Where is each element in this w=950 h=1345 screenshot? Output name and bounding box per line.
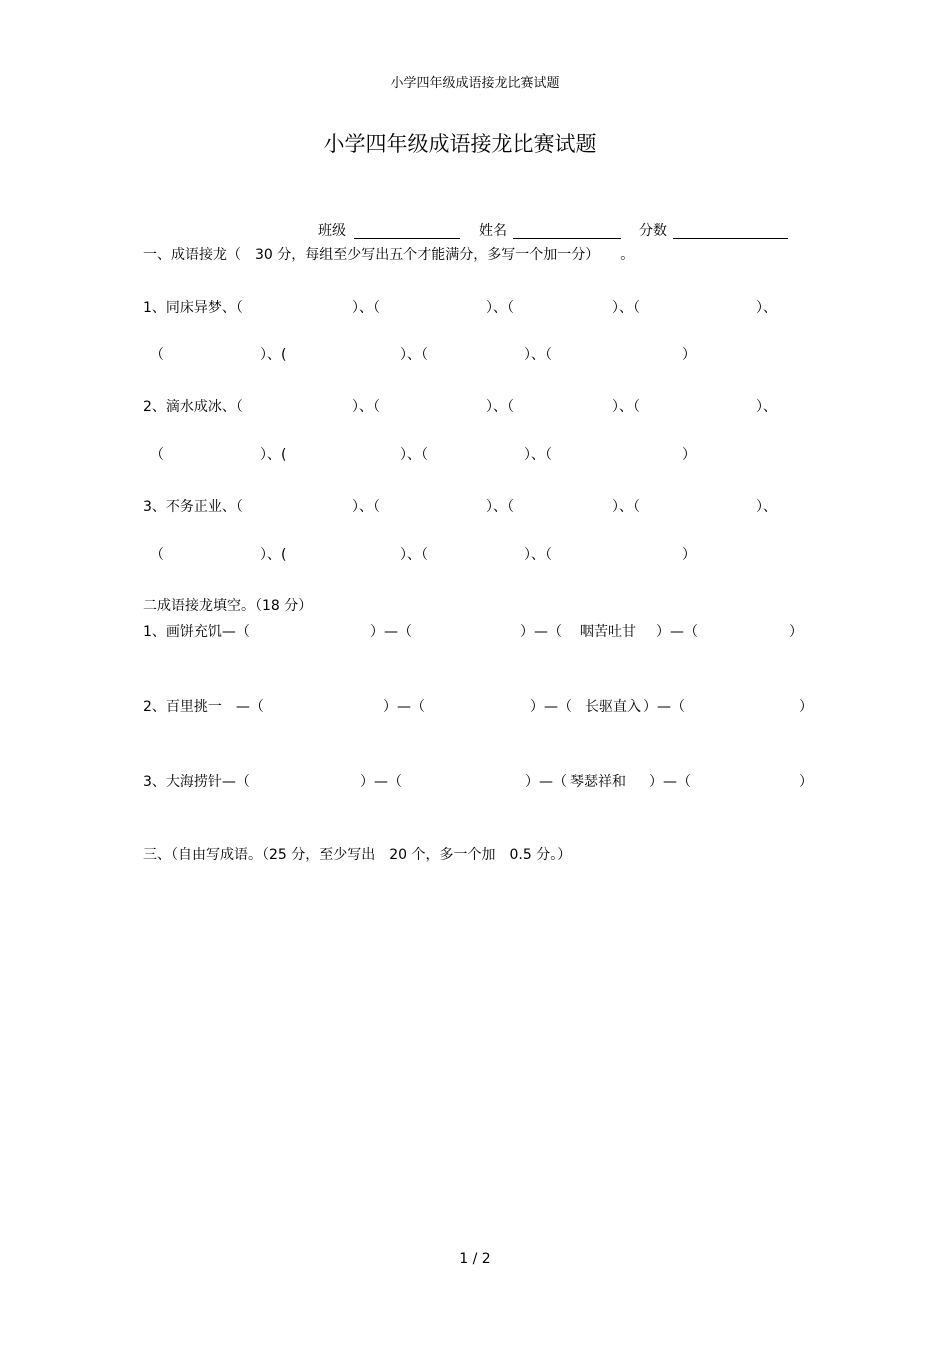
s2-item2-sep: ）—（ (643, 699, 685, 715)
s1-item3-sep: ）、（ (400, 547, 428, 563)
s1-item1-sep: ）、( (260, 347, 287, 363)
s2-item2-start: 2、百里挑一 —（ (143, 699, 264, 715)
s1-item2-sep: ）、（ (352, 399, 380, 415)
page-number: 1 / 2 (459, 1251, 491, 1267)
s2-item1-sep: ）—（ (520, 624, 562, 640)
score-field[interactable] (673, 224, 788, 239)
s2-item3-sep: ）—（ (649, 774, 691, 790)
s2-item1-close: ） (789, 624, 803, 640)
s1-item3-sep: ）、（ (352, 499, 380, 515)
s2-item1-sep: ）—（ (370, 624, 412, 640)
s1-item2-line2: （ (150, 447, 164, 463)
running-header: 小学四年级成语接龙比赛试题 (390, 76, 560, 91)
s1-item1-close: ） (682, 347, 696, 363)
s1-item1-sep: ）、（ (612, 300, 640, 316)
s2-item2-close: ） (799, 699, 813, 715)
s1-item3-sep: ）、( (260, 547, 287, 563)
s1-item3-line2: （ (150, 547, 164, 563)
s1-item1-end: ）、 (756, 300, 777, 316)
s1-item1-line2: （ (150, 347, 164, 363)
s1-item2-sep: ）、（ (400, 447, 428, 463)
s1-item3-end: ）、 (756, 499, 777, 515)
name-field[interactable] (513, 224, 621, 239)
s2-item2-hint: 长驱直入 (585, 699, 641, 715)
s2-item3-close: ） (799, 774, 813, 790)
name-label: 姓名 (479, 223, 507, 239)
s2-item1-hint: 咽苦吐甘 (580, 624, 636, 640)
s1-item1-sep: ）、（ (524, 347, 552, 363)
section3-heading: 三、（自由写成语。（25 分，至少写出 20 个，多一个加 0.5 分。） (143, 847, 572, 863)
s1-item2-end: ）、 (756, 399, 777, 415)
s1-item1-sep: ）、（ (486, 300, 514, 316)
page-title: 小学四年级成语接龙比赛试题 (323, 132, 597, 156)
s2-item1-sep: ）—（ (656, 624, 698, 640)
s2-item3-start: 3、大海捞针—（ (143, 774, 250, 790)
s1-item1-sep: ）、（ (352, 300, 380, 316)
section1-heading: 一、成语接龙（ 30 分，每组至少写出五个才能满分，多写一个加一分） 。 (143, 247, 635, 263)
score-label: 分数 (639, 223, 667, 239)
s2-item1-start: 1、画饼充饥—（ (143, 624, 250, 640)
s1-item1-sep: ）、（ (400, 347, 428, 363)
s2-item3-sep: ）—（ (360, 774, 402, 790)
s1-item3-close: ） (682, 547, 696, 563)
s1-item1-line1: 1、同床异梦、（ (143, 300, 243, 316)
s2-item2-sep: ）—（ (383, 699, 425, 715)
s1-item3-sep: ）、（ (524, 547, 552, 563)
s1-item3-line1: 3、不务正业、（ (143, 499, 243, 515)
s2-item3-sep: ）—（ (525, 774, 567, 790)
class-field[interactable] (354, 224, 460, 239)
s1-item3-sep: ）、（ (612, 499, 640, 515)
s1-item2-sep: ）、（ (486, 399, 514, 415)
s2-item3-hint: 琴瑟祥和 (570, 774, 626, 790)
class-label: 班级 (318, 223, 346, 239)
section2-heading: 二成语接龙填空。（18 分） (143, 598, 313, 614)
s1-item2-line1: 2、滴水成冰、（ (143, 399, 243, 415)
s2-item2-sep: ）—（ (530, 699, 572, 715)
s1-item3-sep: ）、（ (486, 499, 514, 515)
s1-item2-sep: ）、（ (612, 399, 640, 415)
s1-item2-sep: ）、（ (524, 447, 552, 463)
s1-item2-close: ） (682, 447, 696, 463)
s1-item2-sep: ）、( (260, 447, 287, 463)
